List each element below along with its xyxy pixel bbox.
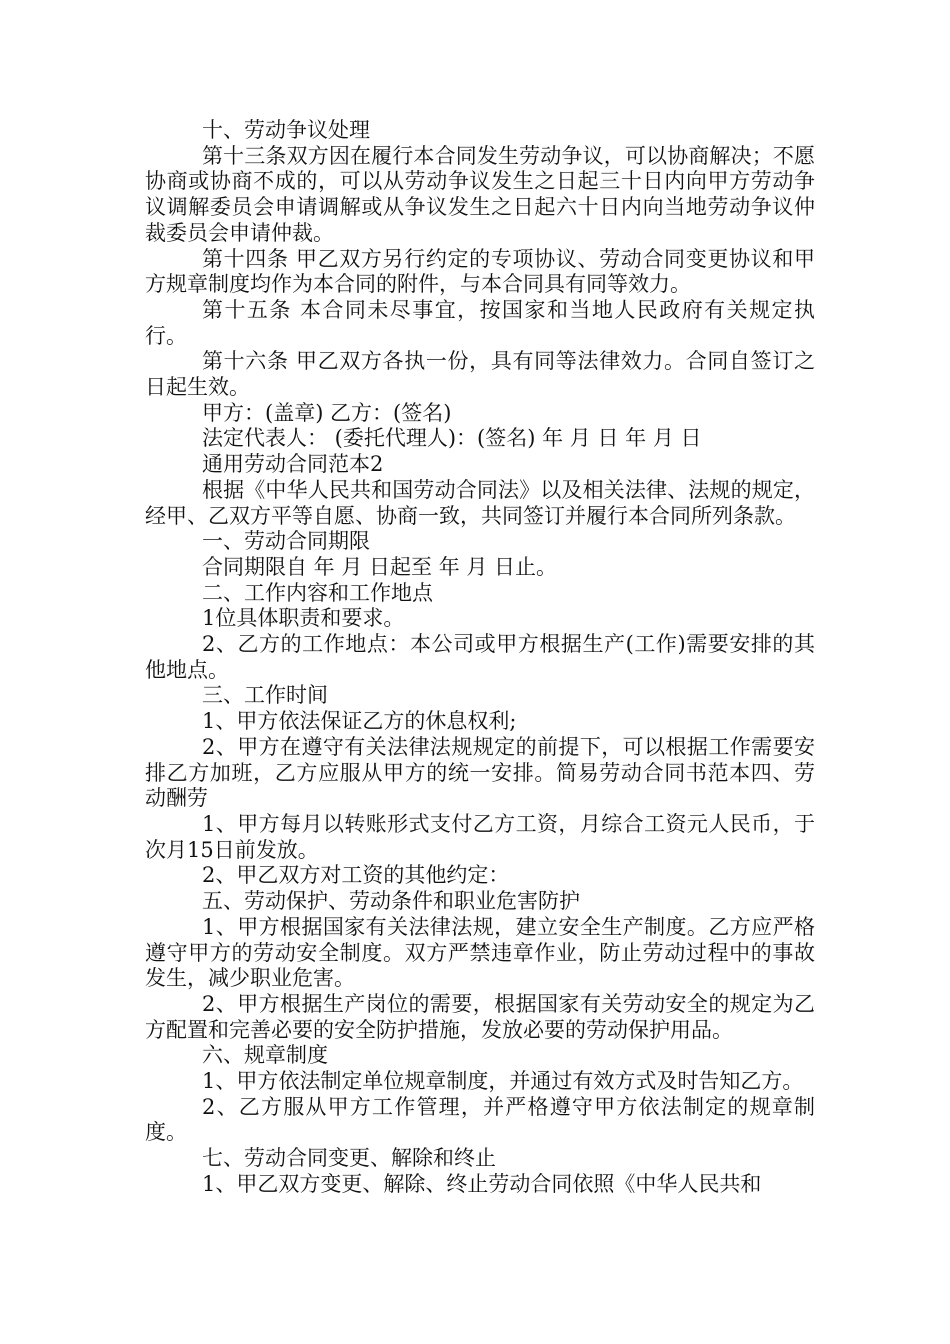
article-14: 第十四条 甲乙双方另行约定的专项协议、劳动合同变更协议和甲方规章制度均作为本合同的附件，与本合同具有同等效力。: [145, 246, 815, 297]
wage-payment: 1、甲方每月以转账形式支付乙方工资，月综合工资元人民币，于次月15日前发放。: [145, 811, 815, 862]
preamble: 根据《中华人民共和国劳动合同法》以及相关法律、法规的规定，经甲、乙双方平等自愿、协商一致，共同签订并履行本合同所列条款。: [145, 477, 815, 528]
article-15: 第十五条 本合同未尽事宜，按国家和当地人民政府有关规定执行。: [145, 297, 815, 348]
section-heading-work-hours: 三、工作时间: [202, 683, 328, 708]
article-13: 第十三条双方因在履行本合同发生劳动争议，可以协商解决；不愿协商或协商不成的，可以从劳动争议发生之日起三十日内向甲方劳动争议调解委员会申请调解或从争议发生之日起六十日内向当地劳动争议仲裁委员会申请仲裁。: [145, 143, 815, 245]
rest-rights: 1、甲方依法保证乙方的休息权利;: [202, 709, 517, 734]
contract-term-line: 合同期限自 年 月 日起至 年 月 日止。: [202, 554, 558, 579]
rules-compliance: 2、乙方服从甲方工作管理，并严格遵守甲方依法制定的规章制度。: [145, 1094, 815, 1145]
wage-other: 2、甲乙双方对工资的其他约定：: [202, 863, 510, 888]
safety-system: 1、甲方根据国家有关法律法规，建立安全生产制度。乙方应严格遵守甲方的劳动安全制度。双方严禁违章作业，防止劳动过程中的事故发生，减少职业危害。: [145, 914, 815, 991]
section-heading-protection: 五、劳动保护、劳动条件和职业危害防护: [202, 889, 580, 914]
section-heading-termination: 七、劳动合同变更、解除和终止: [202, 1146, 496, 1171]
rules-notice: 1、甲方依法制定单位规章制度，并通过有效方式及时告知乙方。: [202, 1069, 804, 1094]
overtime-clause: 2、甲方在遵守有关法律法规规定的前提下，可以根据工作需要安排乙方加班，乙方应服从甲方的统一安排。简易劳动合同书范本四、劳动酬劳: [145, 734, 815, 811]
section-heading-rules: 六、规章制度: [202, 1043, 328, 1068]
section-heading-term: 一、劳动合同期限: [202, 529, 370, 554]
work-duties: 1位具体职责和要求。: [202, 606, 405, 631]
section-heading-work-content: 二、工作内容和工作地点: [202, 580, 433, 605]
signature-line-parties: 甲方：(盖章) 乙方：(签名): [202, 400, 452, 425]
document-body: [145, 118, 815, 1198]
termination-clause: 1、甲乙双方变更、解除、终止劳动合同依照《中华人民共和: [202, 1171, 762, 1196]
section-heading-disputes: 十、劳动争议处理: [202, 118, 370, 142]
work-location: 2、乙方的工作地点：本公司或甲方根据生产(工作)需要安排的其他地点。: [145, 632, 815, 682]
template-title: 通用劳动合同范本2: [202, 452, 384, 477]
article-16: 第十六条 甲乙双方各执一份，具有同等法律效力。合同自签订之日起生效。: [145, 349, 815, 400]
signature-line-representatives: 法定代表人： (委托代理人)：(签名) 年 月 日 年 月 日: [202, 426, 702, 451]
safety-equipment: 2、甲方根据生产岗位的需要，根据国家有关劳动安全的规定为乙方配置和完善必要的安全防护措施，发放必要的劳动保护用品。: [145, 991, 815, 1042]
